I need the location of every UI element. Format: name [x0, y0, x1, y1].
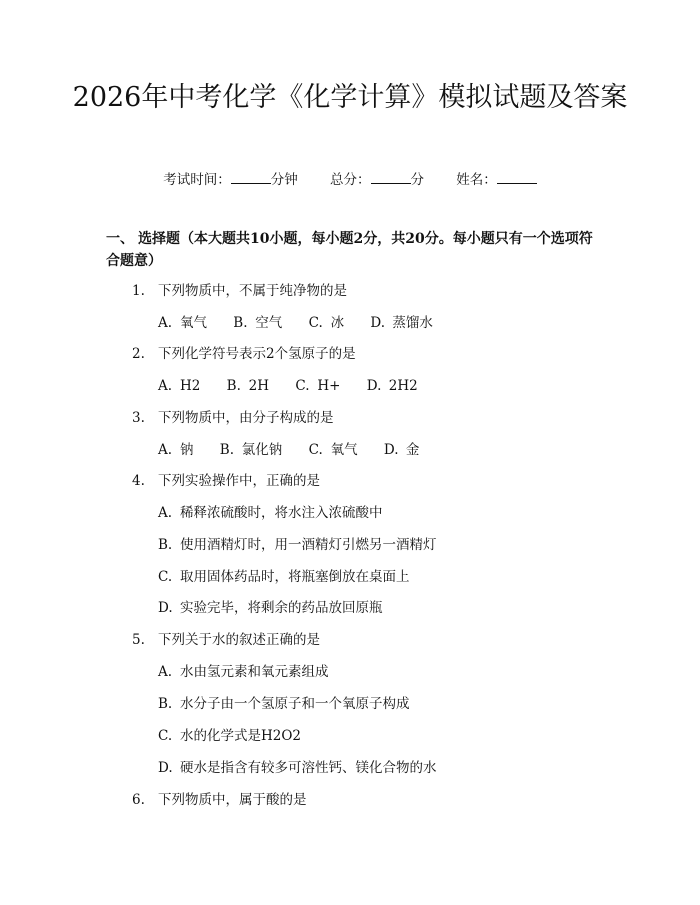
question-1-options — [158, 313, 455, 333]
option-b: B. 空气 — [233, 315, 283, 331]
option-c: C. 水的化学式是H2O2 — [158, 728, 302, 744]
question-text: 下列物质中，属于酸的是 — [158, 792, 307, 808]
option-b: B. 水分子由一个氢原子和一个氧原子构成 — [158, 696, 410, 712]
exam-time-blank — [231, 169, 271, 184]
question-text: 下列物质中，由分子构成的是 — [158, 410, 334, 426]
question-5 — [132, 630, 320, 650]
option-a: A. 稀释浓硫酸时，将水注入浓硫酸中 — [158, 505, 383, 521]
question-number: 1. — [132, 283, 145, 299]
exam-time-label: 考试时间： — [163, 172, 231, 188]
exam-name-label: 姓名： — [456, 172, 497, 188]
question-text: 下列化学符号表示2个氢原子的是 — [158, 346, 356, 362]
option-c: C. 氧气 — [308, 442, 358, 458]
exam-title: 2026年中考化学《化学计算》模拟试题及答案 — [72, 82, 628, 113]
exam-name — [456, 169, 537, 190]
option-b: B. 2H — [226, 378, 270, 394]
section-number: 一、 — [106, 231, 134, 247]
question-number: 2. — [132, 346, 145, 362]
option-d: D. 实验完毕，将剩余的药品放回原瓶 — [158, 600, 383, 616]
exam-score-label: 总分： — [330, 172, 371, 188]
option-c: C. H+ — [295, 378, 341, 394]
question-3-options — [158, 440, 441, 460]
question-number: 6. — [132, 792, 145, 808]
question-4 — [132, 471, 320, 491]
exam-score-blank — [371, 169, 411, 184]
exam-score-unit: 分 — [410, 172, 424, 188]
section-heading — [106, 228, 606, 272]
exam-time — [163, 169, 298, 190]
option-c: C. 取用固体药品时，将瓶塞倒放在桌面上 — [158, 569, 410, 585]
question-number: 5. — [132, 632, 145, 648]
option-d: D. 硬水是指含有较多可溶性钙、镁化合物的水 — [158, 760, 437, 776]
option-d: D. 2H2 — [366, 378, 418, 394]
exam-score — [330, 169, 424, 190]
question-text: 下列物质中，不属于纯净物的是 — [158, 283, 347, 299]
question-number: 3. — [132, 410, 145, 426]
exam-info — [0, 169, 700, 190]
option-d: D. 蒸馏水 — [370, 315, 433, 331]
question-1 — [132, 281, 347, 301]
option-a: A. H2 — [158, 378, 201, 394]
option-c: C. 冰 — [308, 315, 345, 331]
question-3 — [132, 408, 334, 428]
section-heading-text: 选择题（本大题共10小题，每小题2分，共20分。每小题只有一个选项符合题意） — [106, 231, 593, 269]
exam-time-unit: 分钟 — [270, 172, 298, 188]
option-b: B. 氯化钠 — [219, 442, 283, 458]
question-number: 4. — [132, 473, 145, 489]
option-a: A. 氧气 — [158, 315, 207, 331]
question-text: 下列关于水的叙述正确的是 — [158, 632, 320, 648]
question-text: 下列实验操作中，正确的是 — [158, 473, 320, 489]
question-2-options — [158, 376, 440, 396]
option-a: A. 水由氢元素和氧元素组成 — [158, 664, 329, 680]
exam-name-blank — [497, 169, 537, 184]
option-a: A. 钠 — [158, 442, 194, 458]
question-6 — [132, 790, 307, 810]
option-d: D. 金 — [383, 442, 420, 458]
option-b: B. 使用酒精灯时，用一酒精灯引燃另一酒精灯 — [158, 537, 437, 553]
question-2 — [132, 344, 356, 364]
